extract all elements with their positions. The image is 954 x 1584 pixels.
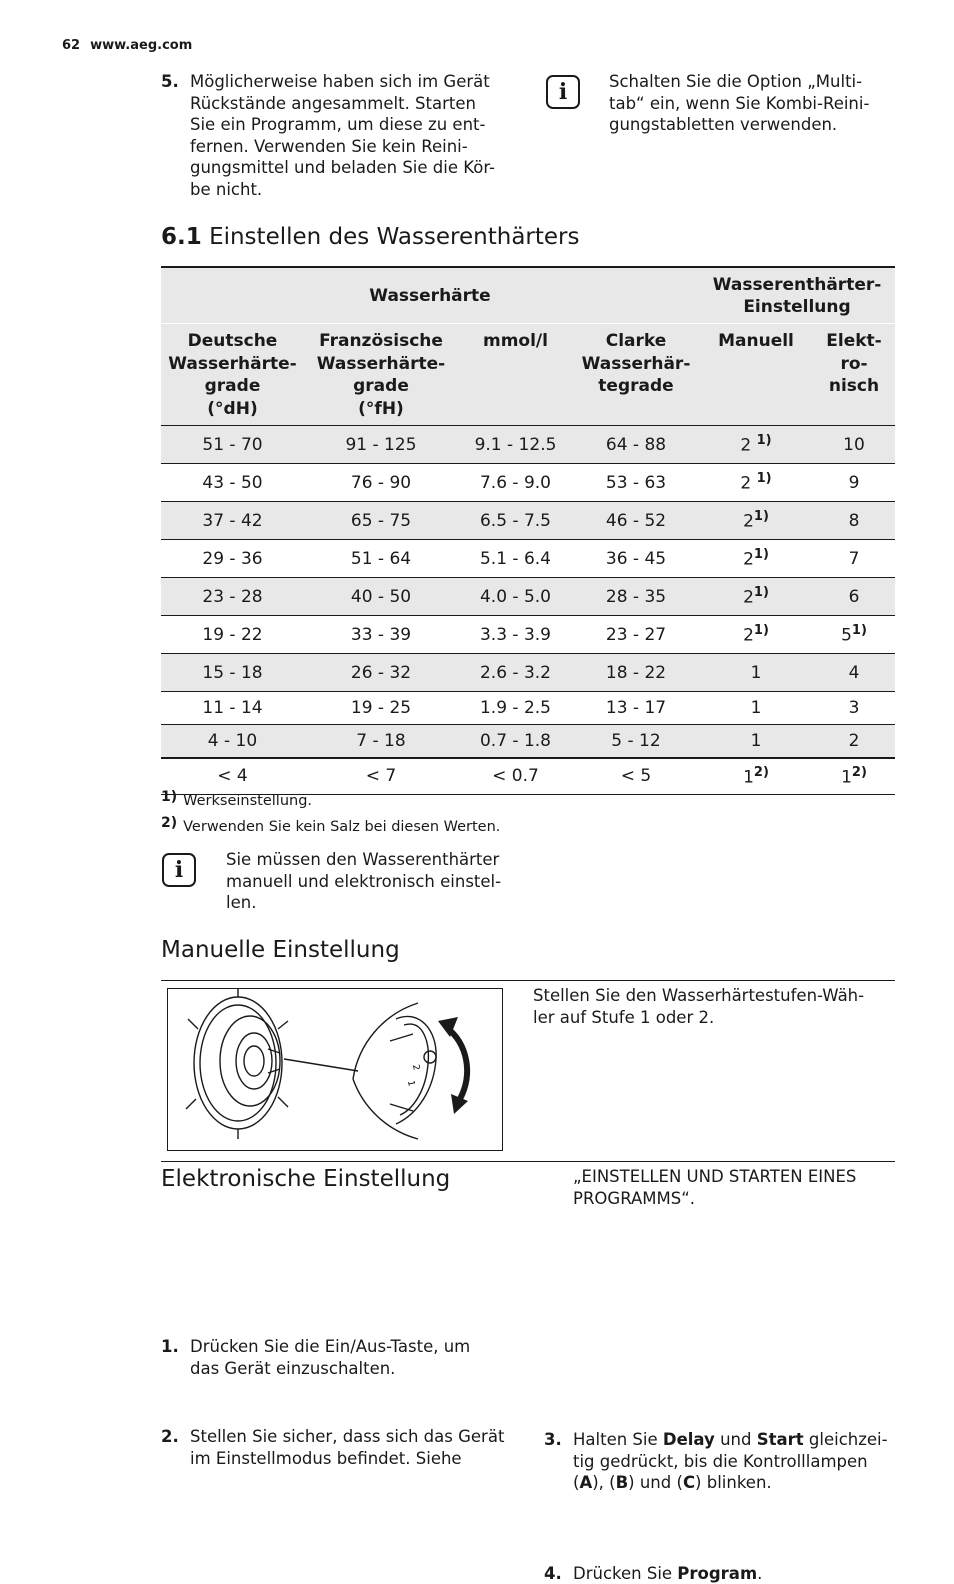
cell-manual — [699, 426, 813, 464]
setting-value: 2 — [849, 731, 860, 751]
manual-line: Stellen Sie den Wasserhärtestufen-Wäh- — [533, 985, 893, 1007]
step-number: 5. — [161, 71, 190, 93]
cell-electronic — [813, 578, 895, 616]
setting-value: 1 — [751, 731, 762, 751]
cell-dh: 37 - 42 — [161, 502, 304, 540]
section-title — [161, 224, 580, 250]
note-line: manuell und elektronisch einstel- — [226, 871, 526, 893]
setting-value: 2 — [743, 550, 754, 570]
dial-label-2: 2 — [410, 1064, 421, 1071]
setting-value: 2 — [743, 512, 754, 532]
electronic-step-1 — [161, 1336, 560, 1379]
electronic-step-4 — [544, 1563, 933, 1584]
cell-mmol: 0.7 - 1.8 — [458, 725, 573, 758]
manual-line: ler auf Stufe 1 oder 2. — [533, 1007, 893, 1029]
page-header — [62, 38, 192, 53]
info-note-mid — [226, 849, 526, 914]
cell-electronic — [813, 502, 895, 540]
table-row — [161, 758, 895, 795]
header-line: Wasserenthärter- — [699, 274, 895, 296]
footnote-ref: 2) — [852, 765, 867, 780]
cell-manual — [699, 464, 813, 502]
setting-value: 8 — [849, 511, 860, 531]
footnote-ref: 1) — [757, 433, 772, 448]
cell-dh: 11 - 14 — [161, 692, 304, 725]
program-button-label: Program — [677, 1564, 757, 1583]
cell-dh: 51 - 70 — [161, 426, 304, 464]
step-line: Rückstände angesammelt. Starten — [190, 93, 560, 115]
website-url: www.aeg.com — [90, 38, 192, 53]
footnote-ref: 1) — [757, 471, 772, 486]
cell-clarke: < 5 — [573, 758, 699, 795]
footnote-ref: 2) — [754, 765, 769, 780]
step-number: 2. — [161, 1426, 190, 1448]
cell-dh: 23 - 28 — [161, 578, 304, 616]
step-line: gungsmittel und beladen Sie die Kör- — [190, 157, 560, 179]
cell-clarke: 23 - 27 — [573, 616, 699, 654]
dial-label-1: 1 — [405, 1080, 416, 1087]
col-header-fh: Französische Wasserhärte- grade (°fH) — [304, 324, 458, 426]
info-icon: i — [546, 75, 580, 109]
cell-mmol: 1.9 - 2.5 — [458, 692, 573, 725]
cell-clarke: 64 - 88 — [573, 426, 699, 464]
cell-mmol: 7.6 - 9.0 — [458, 464, 573, 502]
setting-value: 2 — [740, 436, 756, 456]
footnote-mark: 1) — [161, 789, 177, 805]
cell-mmol: 4.0 - 5.0 — [458, 578, 573, 616]
step-line: (A), (B) und (C) blinken. — [573, 1472, 933, 1494]
cell-electronic — [813, 464, 895, 502]
step-line: Halten Sie Delay und Start gleichzei- — [573, 1429, 933, 1451]
cell-fh: 7 - 18 — [304, 725, 458, 758]
col-header-manual: Manuell — [699, 324, 813, 426]
water-hardness-table — [161, 266, 895, 795]
note-line: Schalten Sie die Option „Multi- — [609, 71, 909, 93]
footnote-ref: 1) — [754, 547, 769, 562]
cell-manual — [699, 692, 813, 725]
step-number: 3. — [544, 1429, 573, 1451]
cell-clarke: 28 - 35 — [573, 578, 699, 616]
cell-manual — [699, 654, 813, 692]
table-row — [161, 540, 895, 578]
cell-clarke: 18 - 22 — [573, 654, 699, 692]
step-line: Möglicherweise haben sich im Gerät — [190, 71, 560, 93]
table-row — [161, 725, 895, 758]
step-line: Drücken Sie die Ein/Aus-Taste, um — [190, 1336, 560, 1358]
cell-dh: 15 - 18 — [161, 654, 304, 692]
note-line: gungstabletten verwenden. — [609, 114, 909, 136]
footnote-2 — [161, 819, 500, 835]
cell-electronic — [813, 616, 895, 654]
step-line: tig gedrückt, bis die Kontrolllampen — [573, 1451, 933, 1473]
table-body — [161, 426, 895, 795]
cell-manual — [699, 725, 813, 758]
cell-fh: 26 - 32 — [304, 654, 458, 692]
setting-value: 5 — [841, 626, 852, 646]
setting-value: 1 — [841, 768, 852, 788]
setting-value: 2 — [743, 588, 754, 608]
col-header-clarke: Clarke Wasserhär- tegrade — [573, 324, 699, 426]
step-5 — [161, 71, 560, 200]
lamp-a: A — [579, 1473, 592, 1492]
cell-clarke: 53 - 63 — [573, 464, 699, 502]
step-line: be nicht. — [190, 179, 560, 201]
cell-fh: 51 - 64 — [304, 540, 458, 578]
cell-manual — [699, 616, 813, 654]
continuation-line: „EINSTELLEN UND STARTEN EINES — [573, 1166, 903, 1188]
electronic-step-2 — [161, 1426, 560, 1469]
setting-value: 1 — [743, 768, 754, 788]
setting-value: 1 — [751, 698, 762, 718]
table-row — [161, 654, 895, 692]
electronic-step-3 — [544, 1429, 933, 1494]
cell-manual — [699, 502, 813, 540]
header-water-hardness: Wasserhärte — [161, 267, 699, 324]
footnote-mark: 2) — [161, 815, 177, 831]
cell-clarke: 46 - 52 — [573, 502, 699, 540]
cell-electronic — [813, 758, 895, 795]
cell-fh: 40 - 50 — [304, 578, 458, 616]
step-2-continuation — [573, 1166, 903, 1209]
footnote-text: Verwenden Sie kein Salz bei diesen Werten. — [183, 819, 500, 835]
cell-mmol: 3.3 - 3.9 — [458, 616, 573, 654]
lamp-b: B — [616, 1473, 629, 1492]
cell-clarke: 5 - 12 — [573, 725, 699, 758]
header-line: Einstellung — [699, 296, 895, 318]
step-number: 1. — [161, 1336, 190, 1358]
setting-value: 1 — [751, 663, 762, 683]
cell-clarke: 13 - 17 — [573, 692, 699, 725]
note-line: tab“ ein, wenn Sie Kombi-Reini- — [609, 93, 909, 115]
cell-mmol: 2.6 - 3.2 — [458, 654, 573, 692]
setting-value: 2 — [743, 626, 754, 646]
cell-electronic — [813, 426, 895, 464]
setting-value: 3 — [849, 698, 860, 718]
manual-instructions — [533, 985, 893, 1028]
footnote-ref: 1) — [754, 509, 769, 524]
table-row — [161, 502, 895, 540]
cell-dh: < 4 — [161, 758, 304, 795]
page-number: 62 — [62, 38, 80, 53]
cell-electronic — [813, 654, 895, 692]
table-row — [161, 464, 895, 502]
table-column-header-row — [161, 324, 895, 426]
dial-drawing — [168, 989, 501, 1149]
section-number: 6.1 — [161, 224, 202, 250]
manual-title: Manuelle Einstellung — [161, 937, 400, 963]
col-header-dh: Deutsche Wasserhärte- grade (°dH) — [161, 324, 304, 426]
table-group-header-row — [161, 267, 895, 324]
step-line: im Einstellmodus befindet. Siehe — [190, 1448, 560, 1470]
cell-fh: < 7 — [304, 758, 458, 795]
cell-mmol: 5.1 - 6.4 — [458, 540, 573, 578]
cell-mmol: < 0.7 — [458, 758, 573, 795]
header-softener-setting — [699, 267, 895, 324]
cell-electronic — [813, 540, 895, 578]
step-line: das Gerät einzuschalten. — [190, 1358, 560, 1380]
step-line: fernen. Verwenden Sie kein Reini- — [190, 136, 560, 158]
setting-value: 6 — [849, 587, 860, 607]
cell-mmol: 9.1 - 12.5 — [458, 426, 573, 464]
cell-fh: 91 - 125 — [304, 426, 458, 464]
cell-fh: 19 - 25 — [304, 692, 458, 725]
footnote-ref: 1) — [754, 623, 769, 638]
note-line: Sie müssen den Wasserenthärter — [226, 849, 526, 871]
section-divider — [161, 1161, 895, 1162]
cell-electronic — [813, 692, 895, 725]
cell-dh: 29 - 36 — [161, 540, 304, 578]
cell-dh: 4 - 10 — [161, 725, 304, 758]
setting-value: 9 — [849, 473, 860, 493]
setting-value: 4 — [849, 663, 860, 683]
cell-manual — [699, 758, 813, 795]
cell-clarke: 36 - 45 — [573, 540, 699, 578]
table-row — [161, 578, 895, 616]
table-row — [161, 692, 895, 725]
cell-manual — [699, 578, 813, 616]
dial-illustration — [167, 988, 503, 1151]
info-icon: i — [162, 853, 196, 887]
step-line: Drücken Sie Program. — [573, 1563, 933, 1584]
step-number: 4. — [544, 1563, 573, 1584]
col-header-electronic: Elekt- ro- nisch — [813, 324, 895, 426]
cell-dh: 43 - 50 — [161, 464, 304, 502]
setting-value: 7 — [849, 549, 860, 569]
note-line: len. — [226, 892, 526, 914]
section-divider — [161, 980, 895, 981]
lamp-c: C — [683, 1473, 695, 1492]
start-button-label: Start — [757, 1430, 804, 1449]
delay-button-label: Delay — [663, 1430, 715, 1449]
step-line: Sie ein Programm, um diese zu ent- — [190, 114, 560, 136]
footnote-text: Werkseinstellung. — [183, 793, 312, 809]
footnote-ref: 1) — [754, 585, 769, 600]
cell-mmol: 6.5 - 7.5 — [458, 502, 573, 540]
table-row — [161, 616, 895, 654]
info-note-top — [609, 71, 909, 136]
continuation-line: PROGRAMMS“. — [573, 1188, 903, 1210]
setting-value: 10 — [843, 435, 865, 455]
setting-value: 2 — [740, 474, 756, 494]
section-title-text: Einstellen des Wasserenthärters — [209, 224, 579, 250]
step-line: Stellen Sie sicher, dass sich das Gerät — [190, 1426, 560, 1448]
cell-manual — [699, 540, 813, 578]
table-row — [161, 426, 895, 464]
cell-fh: 65 - 75 — [304, 502, 458, 540]
cell-fh: 33 - 39 — [304, 616, 458, 654]
footnote-1 — [161, 793, 312, 809]
footnote-ref: 1) — [852, 623, 867, 638]
electronic-title: Elektronische Einstellung — [161, 1166, 450, 1192]
cell-electronic — [813, 725, 895, 758]
col-header-mmol: mmol/l — [458, 324, 573, 426]
cell-dh: 19 - 22 — [161, 616, 304, 654]
cell-fh: 76 - 90 — [304, 464, 458, 502]
